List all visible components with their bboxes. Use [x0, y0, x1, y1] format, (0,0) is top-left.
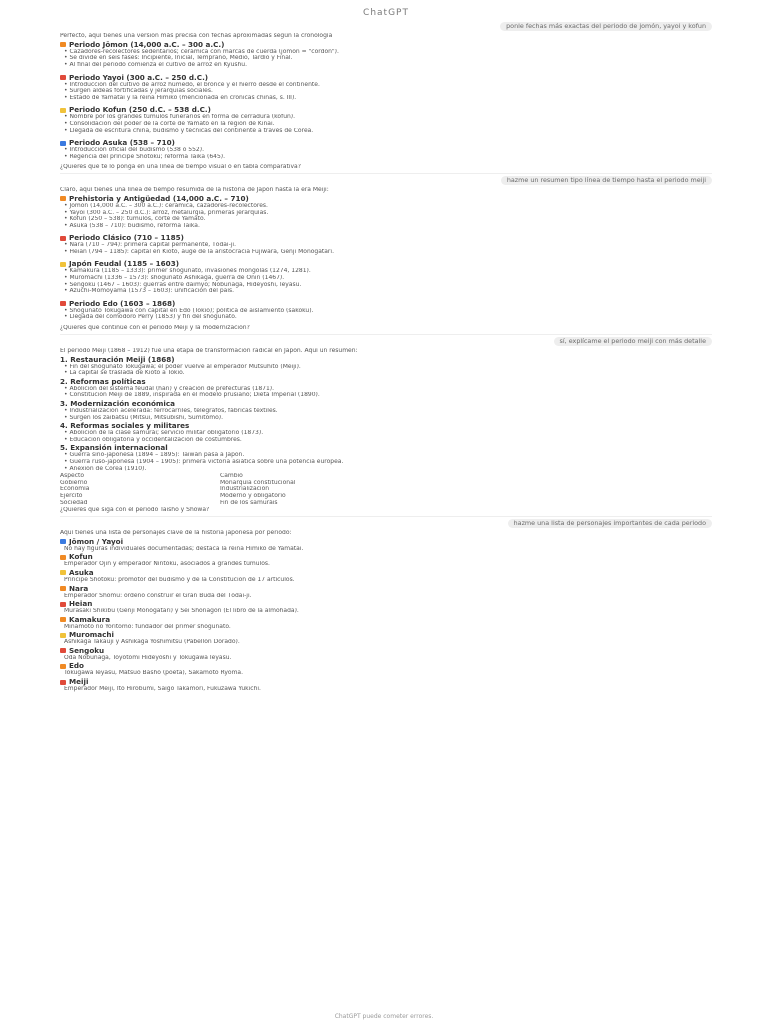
list-item: • Cazadores-recolectores sedentarios; cerámica con marcas de cuerda (jōmon = "cordón"). [64, 48, 339, 55]
list-item: Ashikaga Takauji y Ashikaga Yoshimitsu (Pabellón Dorado). [64, 639, 240, 646]
heading-period: Heian [60, 600, 712, 608]
assistant-intro: Perfecto, aquí tienes una versión más precisa con fechas aproximadas según la cronología [60, 33, 333, 39]
assistant-intro: El periodo Meiji (1868 – 1912) fue una etapa de transformación radical en Japón. Aquí un resumen: [60, 347, 358, 354]
conversation-turn-4 [60, 519, 712, 693]
list-item: • Anexión de Corea (1910). [64, 465, 147, 472]
conversation-turn-2 [60, 176, 712, 332]
list-item: • Nombre por los grandes túmulos funerarios en forma de cerradura (kofun). [64, 114, 296, 121]
assistant-intro: Aquí tienes una lista de personajes clave de la historia japonesa por periodo: [60, 529, 292, 536]
table-cell: Sociedad [60, 499, 88, 506]
table-cell: Industrialización [220, 486, 270, 493]
heading-period: Sengoku [60, 647, 712, 655]
footer-disclaimer: ChatGPT puede cometer errores. [334, 1013, 434, 1020]
user-message: ponle fechas más exactas del periodo de jomón, yayoi y kofun [60, 22, 712, 31]
list-item: Emperador Shōmu: ordenó construir el Gran Buda del Tōdai-ji. [64, 592, 252, 599]
heading-jomon: Periodo Jōmon (14,000 a.C. – 300 a.C.) [60, 41, 712, 49]
list-item: Tokugawa Ieyasu, Matsuo Bashō (poeta), Sakamoto Ryōma. [64, 670, 243, 677]
list-item: • Educación obligatoria y occidentalización de costumbres. [64, 436, 242, 443]
list-item: • Guerra sino-japonesa (1894 – 1895): Taiwán pasa a Japón. [64, 452, 245, 459]
list-item: • Kofun (250 – 538): túmulos, corte de Yamato. [64, 216, 206, 223]
list-item: • Al final del periodo comienza el cultivo de arroz en Kyūshū. [64, 61, 248, 68]
list-item: • Nara (710 – 794): primera capital permanente, Tōdai-ji. [64, 242, 237, 249]
assistant-outro: ¿Quieres que siga con el periodo Taishō y Shōwa? [60, 507, 210, 514]
heading-yayoi: Periodo Yayoi (300 a.C. – 250 d.C.) [60, 74, 712, 82]
heading-antiquity: Prehistoria y Antigüedad (14,000 a.C. – 710) [60, 195, 712, 203]
bullet-icon [60, 301, 66, 306]
table-cell: Moderno y obligatorio [220, 492, 286, 499]
list-item: • Surgen los zaibatsu (Mitsui, Mitsubishi, Sumitomo). [64, 414, 224, 421]
divider [60, 334, 712, 335]
table-cell: Monarquía constitucional [220, 479, 296, 486]
heading-period: Edo [60, 662, 712, 670]
bullet-icon [60, 555, 66, 560]
assistant-outro: ¿Quieres que continúe con el periodo Meiji y la modernización? [60, 325, 250, 332]
list-item: • La capital se traslada de Kioto a Tokio. [64, 370, 185, 377]
bullet-icon [60, 617, 66, 622]
list-item: Murasaki Shikibu (Genji Monogatari) y Sei Shōnagon (El libro de la almohada). [64, 608, 299, 615]
list-item: • Abolición de la clase samurái; servicio militar obligatorio (1873). [64, 430, 264, 437]
bullet-icon [60, 633, 66, 638]
heading-social: 4. Reformas sociales y militares [60, 422, 190, 431]
conversation-turn-3 [60, 337, 712, 514]
assistant-outro: ¿Quieres que te lo ponga en una línea de tiempo visual o en tabla comparativa? [60, 164, 301, 171]
header [60, 6, 712, 20]
list-item: • Kamakura (1185 – 1333): primer shogunato, invasiones mongolas (1274, 1281). [64, 268, 311, 275]
list-item: • Llegada del comodoro Perry (1853) y fin del shogunato. [64, 314, 237, 321]
list-item: • Jōmon (14,000 a.C. – 300 a.C.): cerámica, cazadores-recolectores. [64, 202, 268, 209]
list-item: • Abolición del sistema feudal (han) y creación de prefecturas (1871). [64, 385, 275, 392]
table-cell: Gobierno [60, 479, 88, 486]
conversation-turn-1 [60, 22, 712, 171]
list-item: • Heian (794 – 1185): capital en Kioto, auge de la aristocracia Fujiwara, Genji Monogatari. [64, 248, 334, 255]
heading-economy: 3. Modernización económica [60, 400, 175, 409]
heading-expansion: 5. Expansión internacional [60, 444, 168, 453]
table-cell: Aspecto [60, 473, 85, 480]
bullet-icon [60, 648, 66, 653]
bullet-icon [60, 236, 66, 241]
list-item: • Estado de Yamatai y la reina Himiko (mencionada en crónicas chinas, s. III). [64, 94, 297, 101]
list-item: • Yayoi (300 a.C. – 250 d.C.): arroz, metalurgia, primeras jerarquías. [64, 209, 269, 216]
bullet-icon [60, 196, 66, 201]
bullet-icon [60, 539, 66, 544]
list-item: • Consolidación del poder de la corte de Yamato en la región de Kinai. [64, 120, 275, 127]
list-item: • Guerra ruso-japonesa (1904 – 1905): primera victoria asiática sobre una potencia europea. [64, 458, 344, 465]
bullet-icon [60, 108, 66, 113]
heading-classical: Periodo Clásico (710 – 1185) [60, 234, 712, 242]
divider [60, 516, 712, 517]
list-item: • Surgen aldeas fortificadas y jerarquías sociales. [64, 88, 213, 95]
list-item: Oda Nobunaga, Toyotomi Hideyoshi y Tokugawa Ieyasu. [64, 654, 232, 661]
list-item: • Fin del shogunato Tokugawa; el poder vuelve al emperador Mutsuhito (Meiji). [64, 363, 301, 370]
list-item: • Introducción oficial del budismo (538 o 552). [64, 147, 204, 154]
bullet-icon [60, 141, 66, 146]
bullet-icon [60, 42, 66, 47]
list-item: • Muromachi (1336 – 1573): shogunato Ashikaga, guerra de Ōnin (1467). [64, 275, 285, 282]
user-message: hazme una lista de personajes importantes de cada periodo [60, 519, 712, 528]
list-item: • Sengoku (1467 – 1603): guerras entre daimyō; Nobunaga, Hideyoshi, Ieyasu. [64, 281, 302, 288]
list-item: • Shogunato Tokugawa con capital en Edo (Tokio); política de aislamiento (sakoku). [64, 307, 314, 314]
list-item: • Constitución Meiji de 1889, inspirada en el modelo prusiano; Dieta Imperial (1890). [64, 392, 320, 399]
heading-edo: Periodo Edo (1603 – 1868) [60, 300, 712, 308]
heading-feudal: Japón Feudal (1185 – 1603) [60, 260, 712, 268]
heading-period: Muromachi [60, 631, 712, 639]
list-item: • Se divide en seis fases: Incipiente, Inicial, Temprano, Medio, Tardío y Final. [64, 55, 293, 62]
list-item: Emperador Meiji, Itō Hirobumi, Saigō Takamori, Fukuzawa Yukichi. [64, 686, 261, 693]
bullet-icon [60, 262, 66, 267]
heading-politics: 2. Reformas políticas [60, 377, 146, 386]
assistant-intro: Claro, aquí tienes una línea de tiempo resumida de la historia de Japón hasta la era Meiji: [60, 187, 329, 194]
bullet-icon [60, 586, 66, 591]
list-item: Minamoto no Yoritomo: fundador del primer shogunato. [64, 623, 231, 630]
heading-period: Kofun [60, 553, 712, 561]
table-cell: Ejército [60, 492, 83, 499]
list-item: • Regencia del príncipe Shōtoku; reforma Taika (645). [64, 153, 226, 160]
list-item: No hay figuras individuales documentadas; destaca la reina Himiko de Yamatai. [64, 545, 304, 552]
list-item: • Azuchi-Momoyama (1573 – 1603): unificación del país. [64, 288, 235, 295]
user-message: sí, explícame el periodo meiji con más detalle [60, 337, 712, 346]
heading-asuka: Periodo Asuka (538 – 710) [60, 139, 712, 147]
bullet-icon [60, 680, 66, 685]
list-item: Emperador Ōjin y emperador Nintoku, asociados a grandes túmulos. [64, 561, 270, 568]
table-cell: Cambio [220, 473, 243, 480]
heading-period: Meiji [60, 678, 712, 686]
heading-period: Nara [60, 585, 712, 593]
bullet-icon [60, 664, 66, 669]
bullet-icon [60, 570, 66, 575]
list-item: Príncipe Shōtoku: promotor del budismo y de la Constitución de 17 artículos. [64, 576, 295, 583]
heading-restoration: 1. Restauración Meiji (1868) [60, 355, 175, 364]
table-cell: Economía [60, 486, 90, 493]
heading-kofun: Periodo Kofun (250 d.C. – 538 d.C.) [60, 106, 712, 114]
bullet-icon [60, 602, 66, 607]
heading-period: Kamakura [60, 616, 712, 624]
app-logo: ChatGPT [363, 8, 409, 18]
list-item: • Llegada de escritura china, budismo y técnicas del continente a través de Corea. [64, 127, 314, 134]
bullet-icon [60, 75, 66, 80]
divider [60, 173, 712, 174]
heading-period: Asuka [60, 569, 712, 577]
user-message: hazme un resumen tipo línea de tiempo hasta el periodo meiji [60, 176, 712, 185]
table-cell: Fin de los samuráis [220, 499, 278, 506]
list-item: • Introducción del cultivo de arroz húmedo, el bronce y el hierro desde el continente. [64, 81, 320, 88]
heading-period: Jōmon / Yayoi [60, 538, 712, 546]
list-item: • Asuka (538 – 710): budismo, reforma Taika. [64, 222, 200, 229]
list-item: • Industrialización acelerada: ferrocarriles, telégrafos, fábricas textiles. [64, 408, 278, 415]
summary-table [60, 473, 712, 506]
